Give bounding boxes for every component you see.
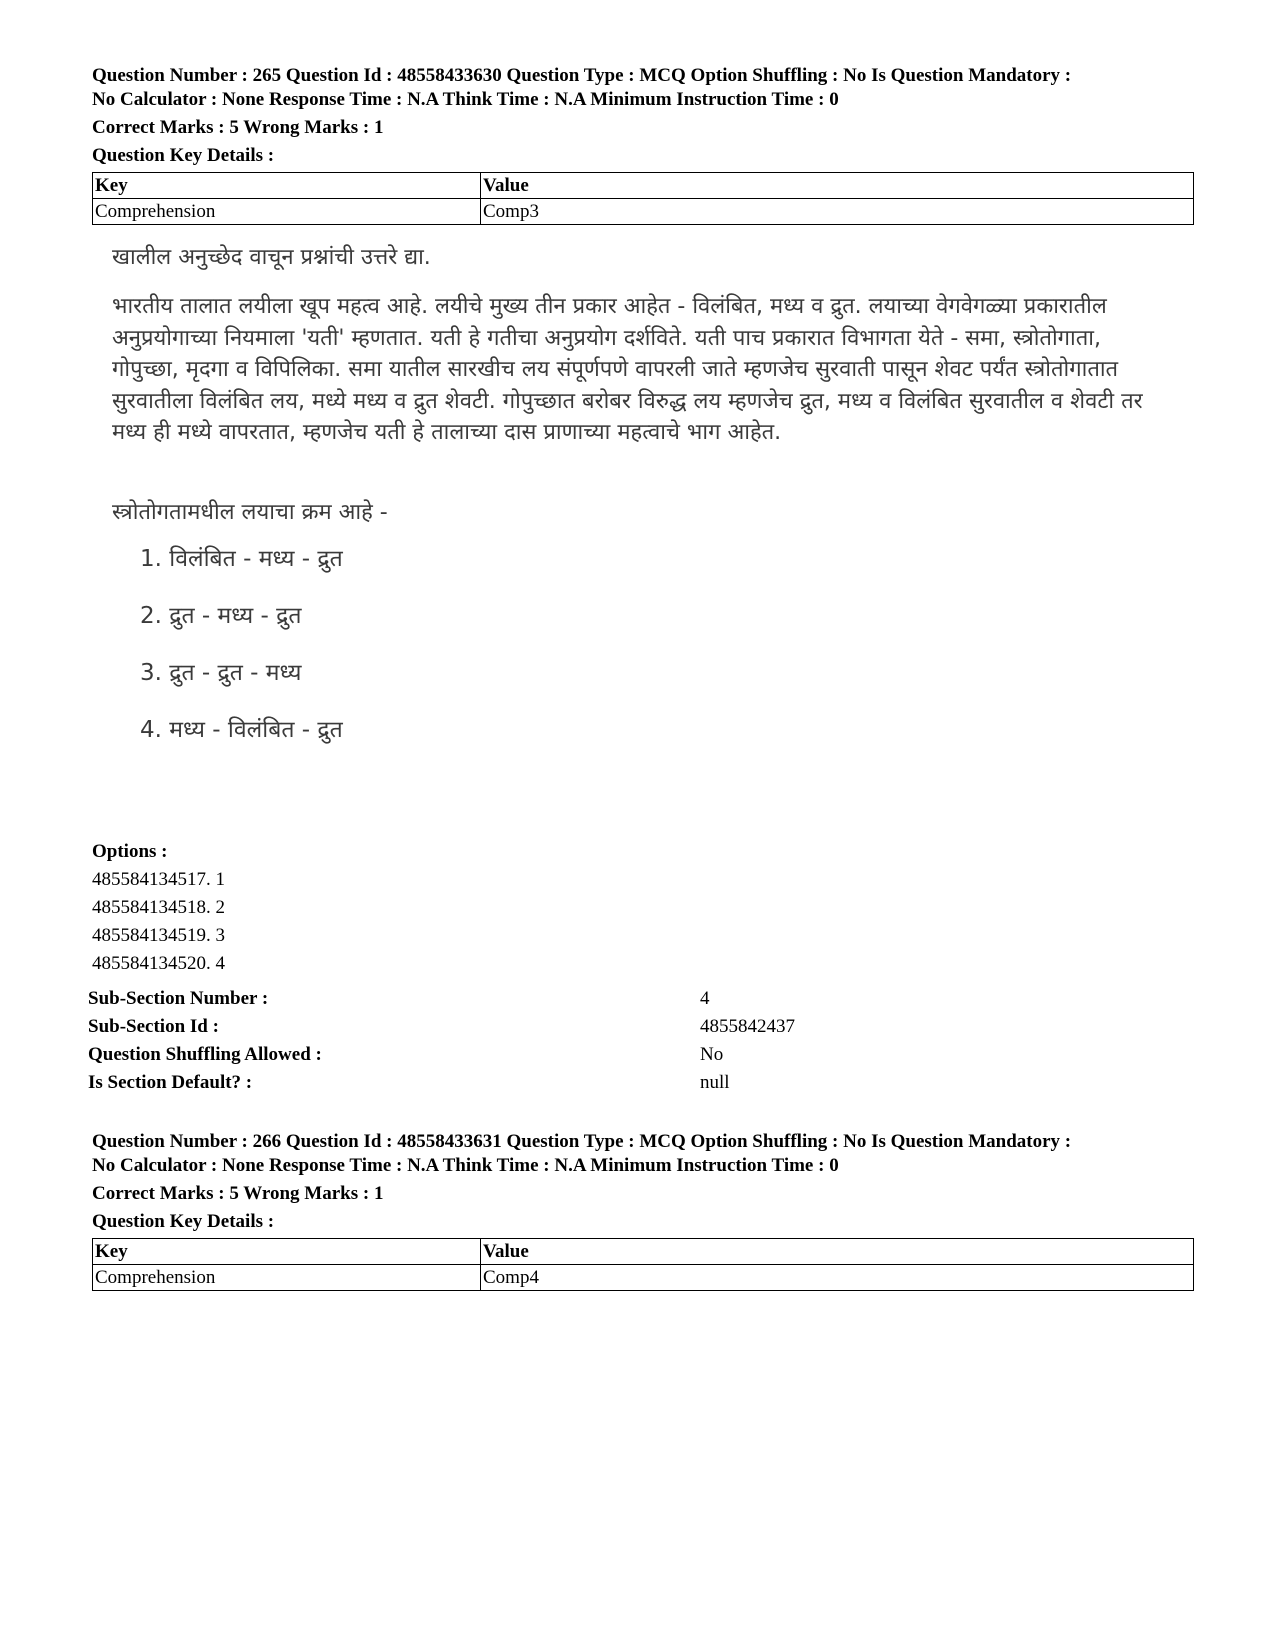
table-header-value: Value — [481, 1239, 1194, 1265]
table-cell-key: Comprehension — [93, 1265, 481, 1291]
subsection-key: Sub-Section Number : — [88, 988, 269, 1009]
option-item: 485584134518. 2 — [92, 897, 225, 918]
passage-text: भारतीय तालात लयीला खूप महत्व आहे. लयीचे मुख्य तीन प्रकार आहेत - विलंबित, मध्य व द्रुत. लयाच्या वेगवेगळ्या प्रकारातील अनुप्रयोगाच्या नियमाला 'यती' म्हणतात. यती हे गतीचा अनुप्रयोग दर्शविते. यती पाच प्रकारात विभागता येते - समा, स्त्रोतोगाता, गोपुच्छा, मृदगा व विपिलिका. समा यातील सारखीच लय संपूर्णपणे वापरली जाते म्हणजेच सुरवाती पासून शेवट पर्यंत स्त्रोतोगातात सुरवातीला विलंबित लय, मध्ये मध्य व द्रुत शेवटी. गोपुच्छात बरोबर विरुद्ध लय म्हणजेच द्रुत, मध्य व विलंबित सुरवातील व शेवटी तर मध्य ही मध्ये वापरतात, म्हणजेच यती हे तालाच्या दास प्राणाच्या महत्वाचे भाग आहेत. — [112, 294, 1143, 445]
table-header-row — [93, 173, 1194, 199]
question-meta-line-1: Question Number : 266 Question Id : 48558433631 Question Type : MCQ Option Shuffling : No Is Question Mandatory : — [92, 1131, 1072, 1152]
answer-choice-4: 4. मध्य - विलंबित - द्रुत — [140, 716, 343, 743]
passage-instruction: खालील अनुच्छेद वाचून प्रश्नांची उत्तरे द्या. — [112, 245, 431, 270]
option-item: 485584134519. 3 — [92, 925, 225, 946]
table-header-key: Key — [93, 1239, 481, 1265]
table-cell-value: Comp4 — [481, 1265, 1194, 1291]
table-header-value: Value — [481, 173, 1194, 199]
key-details-label: Question Key Details : — [92, 1211, 275, 1232]
question-meta-line-2: No Calculator : None Response Time : N.A Think Time : N.A Minimum Instruction Time : 0 — [92, 1155, 839, 1176]
answer-choices — [140, 543, 1162, 746]
question-stem: स्त्रोतोगतामधील लयाचा क्रम आहे - — [112, 499, 388, 525]
question-key-table — [92, 172, 1194, 225]
table-cell-value: Comp3 — [481, 199, 1194, 225]
question-266-header — [92, 1130, 1192, 1291]
marks-line: Correct Marks : 5 Wrong Marks : 1 — [92, 1183, 384, 1204]
table-row — [93, 1265, 1194, 1291]
subsection-value: No — [700, 1044, 724, 1065]
question-meta-line-2: No Calculator : None Response Time : N.A Think Time : N.A Minimum Instruction Time : 0 — [92, 89, 839, 110]
key-details-label: Question Key Details : — [92, 145, 275, 166]
table-cell-key: Comprehension — [93, 199, 481, 225]
options-list — [92, 838, 225, 978]
options-label: Options : — [92, 841, 168, 862]
question-265-header — [92, 64, 1192, 225]
subsection-value: null — [700, 1072, 730, 1093]
marks-line: Correct Marks : 5 Wrong Marks : 1 — [92, 117, 384, 138]
answer-choice-3: 3. द्रुत - द्रुत - मध्य — [140, 659, 302, 686]
option-item: 485584134520. 4 — [92, 953, 225, 974]
answer-choice-1: 1. विलंबित - मध्य - द्रुत — [140, 545, 343, 572]
table-header-key: Key — [93, 173, 481, 199]
answer-choice-2: 2. द्रुत - मध्य - द्रुत — [140, 602, 302, 629]
comprehension-passage — [112, 243, 1162, 771]
question-key-table — [92, 1238, 1194, 1291]
subsection-key: Is Section Default? : — [88, 1072, 253, 1093]
option-item: 485584134517. 1 — [92, 869, 225, 890]
table-header-row — [93, 1239, 1194, 1265]
subsection-value: 4855842437 — [700, 1016, 795, 1037]
subsection-key: Question Shuffling Allowed : — [88, 1044, 322, 1065]
table-row — [93, 199, 1194, 225]
subsection-key: Sub-Section Id : — [88, 1016, 219, 1037]
question-meta-line-1: Question Number : 265 Question Id : 48558433630 Question Type : MCQ Option Shuffling : No Is Question Mandatory : — [92, 65, 1072, 86]
subsection-value: 4 — [700, 988, 710, 1009]
